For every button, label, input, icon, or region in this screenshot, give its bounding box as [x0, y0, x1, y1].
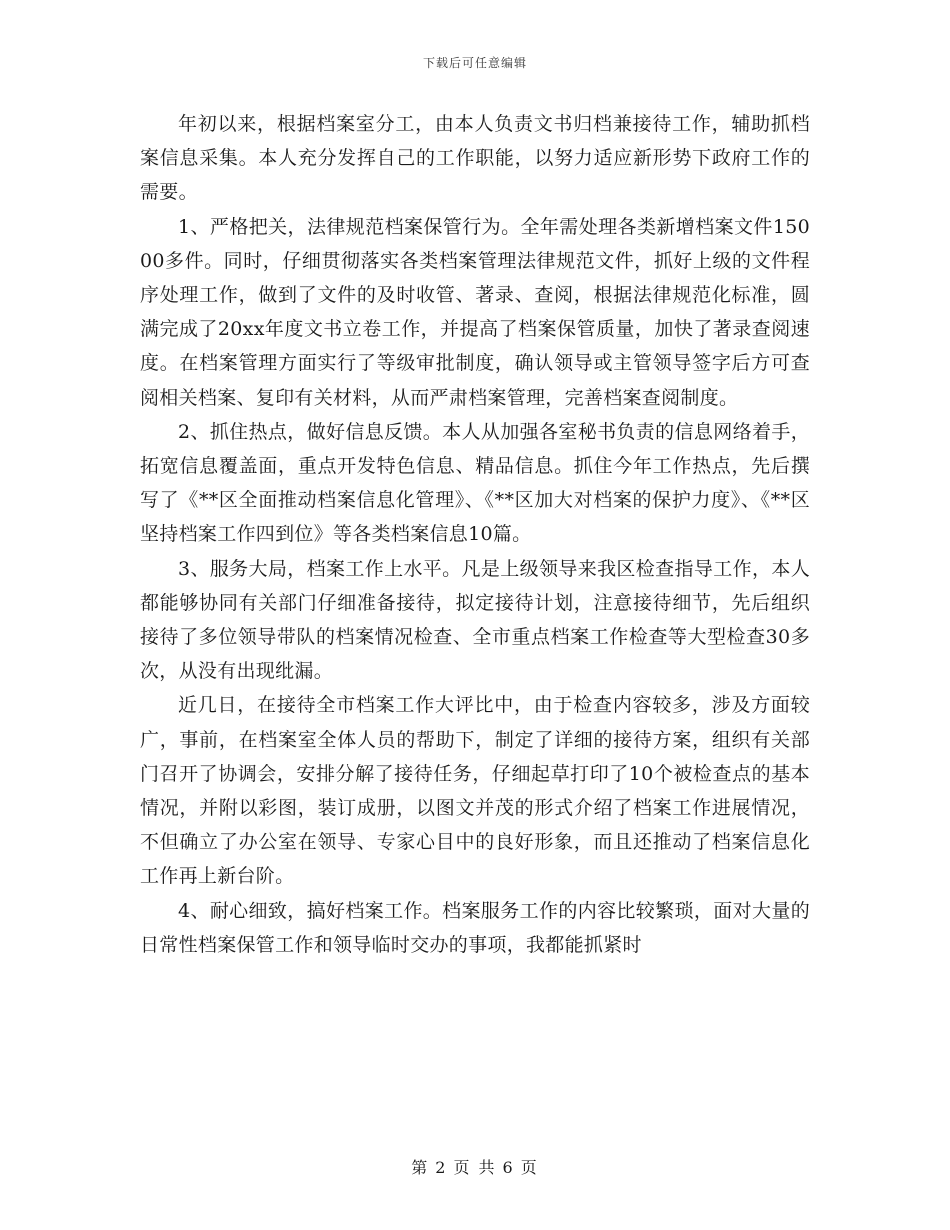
footer-middle: 页 共	[453, 1158, 497, 1177]
page-number-footer	[0, 1155, 950, 1178]
paragraph-item-1: 1、严格把关，法律规范档案保管行为。全年需处理各类新增档案文件15000多件。同时，仔细贯彻落实各类档案管理法律规范文件，抓好上级的文件程序处理工作，做到了文件的及时收管、著录、查阅，根据法律规范化标准，圆满完成了20xx年度文书立卷工作，并提高了档案保管质量，加快了著录查阅速度。在档案管理方面实行了等级审批制度，确认领导或主管领导签字后方可查阅相关档案、复印有关材料，从而严肃档案管理，完善档案查阅制度。	[140, 215, 810, 409]
paragraph-item-4: 4、耐心细致，搞好档案工作。档案服务工作的内容比较繁琐，面对大量的日常性档案保管工作和领导临时交办的事项，我都能抓紧时	[140, 899, 810, 956]
current-page-number: 2	[435, 1158, 448, 1177]
paragraph-item-3: 3、服务大局，档案工作上水平。凡是上级领导来我区检查指导工作，本人都能够协同有关部门仔细准备接待，拟定接待计划，注意接待细节，先后组织接待了多位领导带队的档案情况检查、全市重点档案工作检查等大型检查30多次，从没有出现纰漏。	[140, 557, 810, 683]
page-header-note: 下载后可任意编辑	[422, 56, 527, 70]
paragraph-item-2: 2、抓住热点，做好信息反馈。本人从加强各室秘书负责的信息网络着手，拓宽信息覆盖面，重点开发特色信息、精品信息。抓住今年工作热点，先后撰写了《**区全面推动档案信息化管理》、《**区加大对档案的保护力度》、《**区坚持档案工作四到位》等各类档案信息10篇。	[140, 420, 810, 546]
document-body	[140, 107, 810, 962]
paragraph-intro: 年初以来，根据档案室分工，由本人负责文书归档兼接待工作，辅助抓档案信息采集。本人充分发挥自己的工作职能，以努力适应新形势下政府工作的需要。	[140, 113, 810, 204]
total-page-number: 6	[502, 1158, 515, 1177]
footer-prefix: 第	[411, 1158, 430, 1177]
footer-suffix: 页	[520, 1158, 539, 1177]
paragraph-recent: 近几日，在接待全市档案工作大评比中，由于检查内容较多，涉及方面较广，事前，在档案室全体人员的帮助下，制定了详细的接待方案，组织有关部门召开了协调会，安排分解了接待任务，仔细起草打印了10个被检查点的基本情况，并附以彩图，装订成册，以图文并茂的形式介绍了档案工作进展情况，不但确立了办公室在领导、专家心目中的良好形象，而且还推动了档案信息化工作再上新台阶。	[140, 694, 810, 888]
